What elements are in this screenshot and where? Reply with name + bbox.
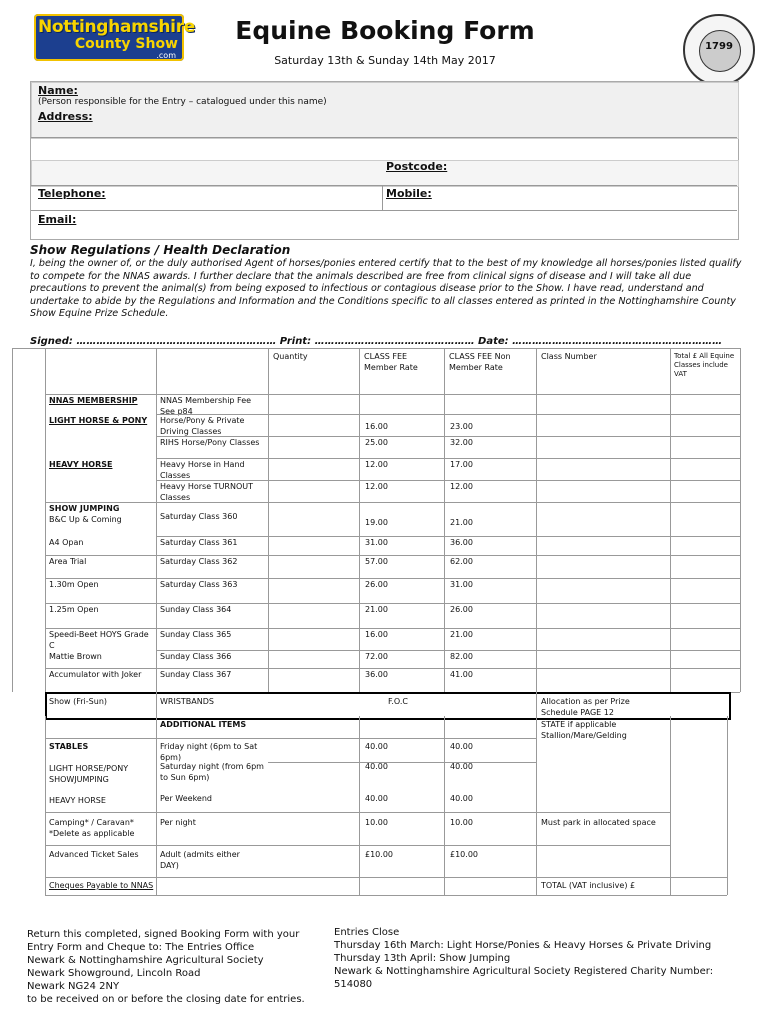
fee-non-member: 21.00 bbox=[450, 518, 473, 527]
advanced-ticket-category: Advanced Ticket Sales bbox=[49, 850, 139, 859]
fee-member: 36.00 bbox=[365, 670, 388, 679]
category-text: HEAVY HORSE bbox=[49, 460, 113, 469]
header-fee-member: CLASS FEE Member Rate bbox=[364, 352, 418, 372]
postcode-label: Postcode: bbox=[386, 160, 448, 173]
header-class-number: Class Number bbox=[541, 352, 597, 361]
category-text: Speedi-Beet HOYS Grade C bbox=[49, 630, 149, 650]
return-line: Return this completed, signed Booking Form with your bbox=[27, 929, 300, 940]
camping-category: Camping* / Caravan* *Delete as applicable bbox=[49, 818, 135, 838]
description-text: Saturday Class 363 bbox=[160, 580, 238, 589]
fee-non-member: 23.00 bbox=[450, 422, 473, 431]
category-text: Accumulator with Joker bbox=[49, 670, 142, 679]
name-address-area[interactable] bbox=[31, 82, 739, 139]
fee-non-member: 21.00 bbox=[450, 630, 473, 639]
return-line: Newark Showground, Lincoln Road bbox=[27, 968, 201, 979]
camping-fee-member: 10.00 bbox=[365, 818, 388, 827]
logo-line2: County Show bbox=[74, 36, 178, 52]
category-text: 1.30m Open bbox=[49, 580, 99, 589]
fee-non-member: 82.00 bbox=[450, 652, 473, 661]
fee-non-member: 26.00 bbox=[450, 605, 473, 614]
fee-member: 12.00 bbox=[365, 482, 388, 491]
fee-non-member: 36.00 bbox=[450, 538, 473, 547]
fee-member: 21.00 bbox=[365, 605, 388, 614]
logo-line1: Nottinghamshire bbox=[38, 17, 196, 37]
telephone-label: Telephone: bbox=[38, 187, 106, 200]
fee-non-member: 32.00 bbox=[450, 438, 473, 447]
additional-note: STATE if applicable Stallion/Mare/Gelding bbox=[541, 720, 627, 740]
stable-description: Per Weekend bbox=[160, 794, 212, 803]
advanced-fee-member: £10.00 bbox=[365, 850, 393, 859]
description-text: Heavy Horse in Hand Classes bbox=[160, 460, 245, 480]
postcode-area[interactable] bbox=[31, 160, 739, 187]
description-text: RIHS Horse/Pony Classes bbox=[160, 438, 260, 447]
fee-non-member: 17.00 bbox=[450, 460, 473, 469]
additional-items-title: ADDITIONAL ITEMS bbox=[160, 720, 247, 729]
cheques-payable: Cheques Payable to NNAS bbox=[49, 881, 154, 890]
description-text: Heavy Horse TURNOUT Classes bbox=[160, 482, 254, 502]
category-text: 1.25m Open bbox=[49, 605, 99, 614]
advanced-ticket-description: Adult (admits either DAY) bbox=[160, 850, 240, 870]
email-label: Email: bbox=[38, 213, 77, 226]
show-row-description: WRISTBANDS bbox=[160, 697, 214, 706]
fee-member: 26.00 bbox=[365, 580, 388, 589]
fee-non-member: 12.00 bbox=[450, 482, 473, 491]
total-label: TOTAL (VAT inclusive) £ bbox=[541, 881, 636, 890]
fee-non-member: 41.00 bbox=[450, 670, 473, 679]
description-text: Saturday Class 362 bbox=[160, 557, 238, 566]
header-quantity: Quantity bbox=[273, 352, 308, 361]
fee-non-member: 31.00 bbox=[450, 580, 473, 589]
fee-member: 72.00 bbox=[365, 652, 388, 661]
declaration-text: I, being the owner of, or the duly authorised Agent of horses/ponies entered certify that to the best of my knowledge all horses/ponies listed qualify to compete for the NNAS awards. I further declare that the animals described are free from clinical signs of disease and I will take all due precautions to prevent the animal(s) from being exposed to infectious or contagious disease prior to the Show. I have read, understand and undertake to abide by the Regulations and Information and the Conditions specific to all classes entered as printed in the Nottinghamshire County Show Equine Prize Schedule. bbox=[30, 258, 742, 320]
stable-fee-member: 40.00 bbox=[365, 742, 388, 751]
camping-fee-non-member: 10.00 bbox=[450, 818, 473, 827]
stable-fee-non-member: 40.00 bbox=[450, 762, 473, 771]
camping-description: Per night bbox=[160, 818, 196, 827]
return-instructions bbox=[27, 928, 305, 1006]
category-show-jumping: SHOW JUMPING bbox=[49, 504, 120, 513]
stable-fee-non-member: 40.00 bbox=[450, 742, 473, 751]
fee-member: 12.00 bbox=[365, 460, 388, 469]
stable-fee-member: 40.00 bbox=[365, 794, 388, 803]
name-note: (Person responsible for the Entry – catalogued under this name) bbox=[38, 97, 327, 107]
show-row-category: Show (Fri-Sun) bbox=[49, 697, 108, 706]
show-row-note: Allocation as per Prize Schedule PAGE 12 bbox=[541, 697, 630, 717]
mobile-label: Mobile: bbox=[386, 187, 432, 200]
stable-category: HEAVY HORSE bbox=[49, 796, 106, 805]
stable-description: Friday night (6pm to Sat 6pm) bbox=[160, 742, 258, 762]
fee-member: 25.00 bbox=[365, 438, 388, 447]
entries-close-line: Thursday 13th April: Show Jumping bbox=[334, 953, 511, 964]
header-total: Total £ All Equine Classes include VAT bbox=[674, 352, 735, 378]
fee-non-member: 62.00 bbox=[450, 557, 473, 566]
category-text: B&C Up & Coming bbox=[49, 515, 122, 524]
return-line: to be received on or before the closing date for entries. bbox=[27, 994, 305, 1005]
fee-member: 31.00 bbox=[365, 538, 388, 547]
category-text: NNAS MEMBERSHIP bbox=[49, 396, 138, 405]
description-text: Sunday Class 366 bbox=[160, 652, 232, 661]
logo-line3: .com bbox=[156, 51, 176, 60]
entries-close-line: Newark & Nottinghamshire Agricultural Society Registered Charity Number: bbox=[334, 966, 714, 977]
society-seal bbox=[683, 14, 755, 86]
stable-category: STABLES bbox=[49, 742, 89, 751]
declaration-title: Show Regulations / Health Declaration bbox=[30, 243, 291, 257]
return-line: Newark & Nottinghamshire Agricultural Society bbox=[27, 955, 264, 966]
category-text: Area Trial bbox=[49, 557, 87, 566]
description-text: Horse/Pony & Private Driving Classes bbox=[160, 416, 245, 436]
address-label: Address: bbox=[38, 110, 93, 123]
description-text: Sunday Class 367 bbox=[160, 670, 232, 679]
description-text: Sunday Class 364 bbox=[160, 605, 232, 614]
description-text: Saturday Class 361 bbox=[160, 538, 238, 547]
category-text: Mattie Brown bbox=[49, 652, 102, 661]
seal-year: 1799 bbox=[705, 41, 733, 52]
entries-close-line: 514080 bbox=[334, 979, 373, 990]
fee-member: 19.00 bbox=[365, 518, 388, 527]
fee-member: 16.00 bbox=[365, 422, 388, 431]
fee-member: 16.00 bbox=[365, 630, 388, 639]
description-text: Sunday Class 365 bbox=[160, 630, 232, 639]
entries-close-line: Thursday 16th March: Light Horse/Ponies & Heavy Horses & Private Driving bbox=[334, 940, 712, 951]
advanced-fee-non-member: £10.00 bbox=[450, 850, 478, 859]
category-text: LIGHT HORSE & PONY bbox=[49, 416, 148, 425]
entries-close-line: Entries Close bbox=[334, 927, 400, 938]
header-fee-non-member: CLASS FEE Non Member Rate bbox=[449, 352, 511, 372]
return-line: Newark NG24 2NY bbox=[27, 981, 120, 992]
description-text: Saturday Class 360 bbox=[160, 512, 238, 521]
category-text: A4 Opan bbox=[49, 538, 84, 547]
camping-note: Must park in allocated space bbox=[541, 818, 656, 827]
stable-fee-member: 40.00 bbox=[365, 762, 388, 771]
description-text: NNAS Membership Fee See p84 bbox=[160, 396, 252, 416]
signature-line[interactable]: Signed: …………………………………………………… Print: ………………………………………… Date: ……………………………………………………… bbox=[30, 336, 723, 347]
page-title: Equine Booking Form bbox=[235, 16, 535, 45]
return-line: Entry Form and Cheque to: The Entries Office bbox=[27, 942, 255, 953]
show-row-fee: F.O.C bbox=[388, 697, 408, 706]
event-dates: Saturday 13th & Sunday 14th May 2017 bbox=[274, 54, 496, 67]
stable-fee-non-member: 40.00 bbox=[450, 794, 473, 803]
entries-close-info bbox=[334, 926, 713, 991]
stable-description: Saturday night (from 6pm to Sun 6pm) bbox=[160, 762, 264, 782]
name-label: Name: bbox=[38, 84, 78, 97]
fee-member: 57.00 bbox=[365, 557, 388, 566]
stable-category: LIGHT HORSE/PONY SHOWJUMPING bbox=[49, 764, 129, 784]
